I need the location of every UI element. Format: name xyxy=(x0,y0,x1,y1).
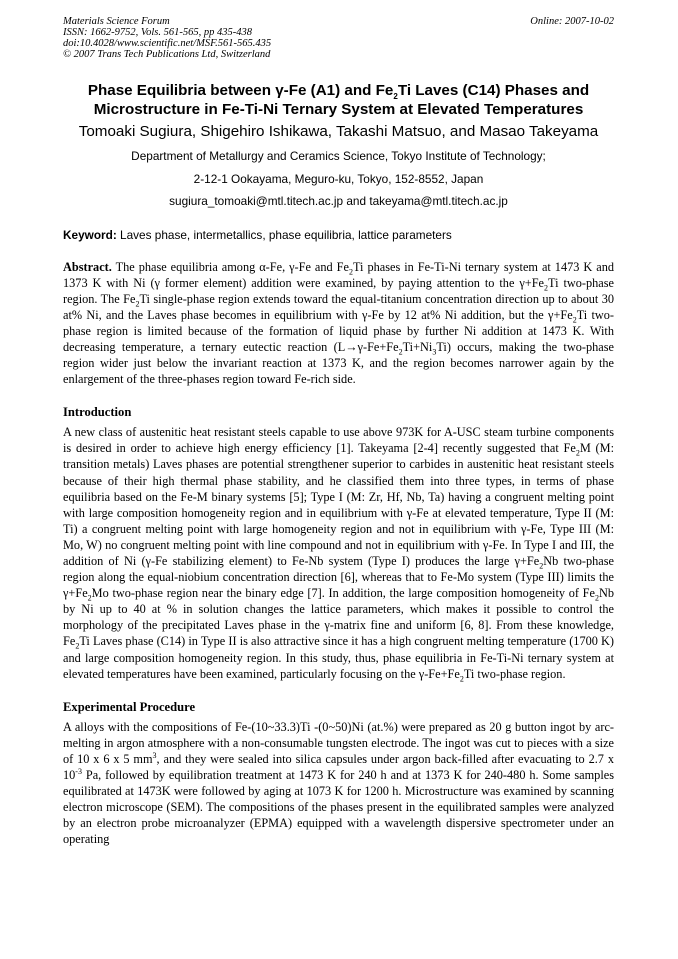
experimental-body: A alloys with the compositions of Fe-(10~33.3)Ti -(0~50)Ni (at.%) were prepared as 20 g button ingot by arc-melting in argon atmosphere with a non-consumable tungsten electrode. The ingot was cut to pieces with a size of 10 x 6 x 5 $mm^3$, and they were sealed into silica capsules under argon back-filled after evacuating to 2.7 x $10^{-3}$ Pa, followed by equilibration treatment at 1473 K for 240 h and at 1373 K for 240-480 h. Some samples equilibrated at 1473K were followed by aging at 1073 K for 1200 h. Microstructure was examined by scanning electron microscope (SEM). The compositions of the phases present in the equilibrated samples were analyzed by an electron probe microanalyzer (EPMA) equipped with a wavelength dispersive spectrometer under an operating xyxy=(63,719,614,847)
affiliation-dept: Department of Metallurgy and Ceramics Science, Tokyo Institute of Technology; xyxy=(131,149,546,163)
online-date: Online: 2007-10-02 xyxy=(530,16,614,27)
paper-page xyxy=(63,16,614,848)
author-emails: sugiura_tomoaki@mtl.titech.ac.jp and takeyama@mtl.titech.ac.jp xyxy=(169,194,508,208)
introduction-heading: Introduction xyxy=(63,405,132,420)
affiliation xyxy=(63,145,614,213)
keywords xyxy=(63,227,614,243)
title-line-1: Phase Equilibria between γ-Fe (A1) and $Fe_2Ti$ Laves (C14) Phases and xyxy=(87,82,590,102)
journal-name: Materials Science Forum xyxy=(63,16,170,27)
copyright-line: © 2007 Trans Tech Publications Ltd, Switzerland xyxy=(63,49,271,60)
abstract-label: Abstract. xyxy=(63,259,112,274)
introduction-body: A new class of austenitic heat resistant steels capable to use above 973K for A-USC steam turbine components is desired in order to achieve high energy efficiency [1]. Takeyama [2-4] recently suggested that $Fe_2M$ (M: transition metals) Laves phases are potential strengthener superior to carbides in austenitic heat resistant steels because of their high thermal phase stability, and he classified them into three types, in terms of phase equilibria based on the Fe-M binary systems [5]; Type I (M: Zr, Hf, Nb, Ta) having a congruent melting point with large composition homogeneity region and in equilibrium with γ-Fe at elevated temperature, Type II (M: Ti) a congruent melting point with large homogeneity region and not in equilibrium with γ-Fe, Type III (M: Mo, W) no congruent melting point with line compound and not in equilibrium with γ-Fe. In Type I and III, the addition of Ni (γ-Fe stabilizing element) to Fe-Nb system (Type I) produces the large $\gamma+Fe_2Nb$ two-phase region along the equal-niobium concentration direction [6], whereas that to Fe-Mo system (Type III) limits the $\gamma+Fe_2Mo$ two-phase region near the binary edge [7]. In addition, the large composition homogeneity of $Fe_2Nb$ by Ni up to 40 at % in solution changes the lattice parameters, which makes it possible to control the morphology of the precipitated Laves phase in the γ-matrix fine and uniform [6, 8]. From these knowledge, $Fe_2Ti$ Laves phase (C14) in Type II is also attractive since it has a high congruent melting temperature (1700 K) and large composition homogeneity region. In this study, thus, phase equilibria in Fe-Ti-Ni ternary system at elevated temperatures have been examined, particularly focusing on the $\gamma-Fe+Fe_2Ti$ two-phase region. xyxy=(63,425,614,684)
paper-title xyxy=(63,81,614,119)
abstract: Abstract. The phase equilibria among α-Fe, γ-Fe and $Fe_2Ti$ phases in Fe-Ti-Ni ternary system at 1473 K and 1373 K with Ni (γ former element) addition were examined, by paying attention to the $\gamma+Fe_2Ti$ two-phase region. The $Fe_2Ti$ single-phase region extends toward the equal-titanium concentration direction up to about 30 at% Ni, and the Laves phase becomes in equilibrium with γ-Fe by 12 at% Ni addition, but the $\gamma+Fe_2Ti$ two-phase region is limited because of the formation of liquid phase by further Ni addition at 1473 K. With decreasing temperature, a ternary eutectic reaction $(L\to\gamma-Fe+Fe_2Ti+Ni_3Ti)$ occurs, making the two-phase region wider just below the invariant reaction at 1373 K, and the region becomes narrower again by the enlargement of the three-phases region toward Fe-rich side. xyxy=(63,259,615,387)
journal-header xyxy=(63,16,614,60)
affiliation-address: 2-12-1 Ookayama, Meguro-ku, Tokyo, 152-8552, Japan xyxy=(193,171,484,186)
keyword-label: Keyword: xyxy=(63,227,117,242)
doi-line: doi:10.4028/www.scientific.net/MSF.561-565.435 xyxy=(63,38,272,49)
journal-info xyxy=(63,16,271,60)
issn-line: ISSN: 1662-9752, Vols. 561-565, pp 435-438 xyxy=(63,27,252,38)
title-line-2: Microstructure in Fe-Ti-Ni Ternary System at Elevated Temperatures xyxy=(93,101,584,118)
author-list: Tomoaki Sugiura, Shigehiro Ishikawa, Takashi Matsuo, and Masao Takeyama xyxy=(78,123,599,140)
keyword-text: Laves phase, intermetallics, phase equilibria, lattice parameters xyxy=(120,227,452,242)
experimental-heading: Experimental Procedure xyxy=(63,699,196,714)
